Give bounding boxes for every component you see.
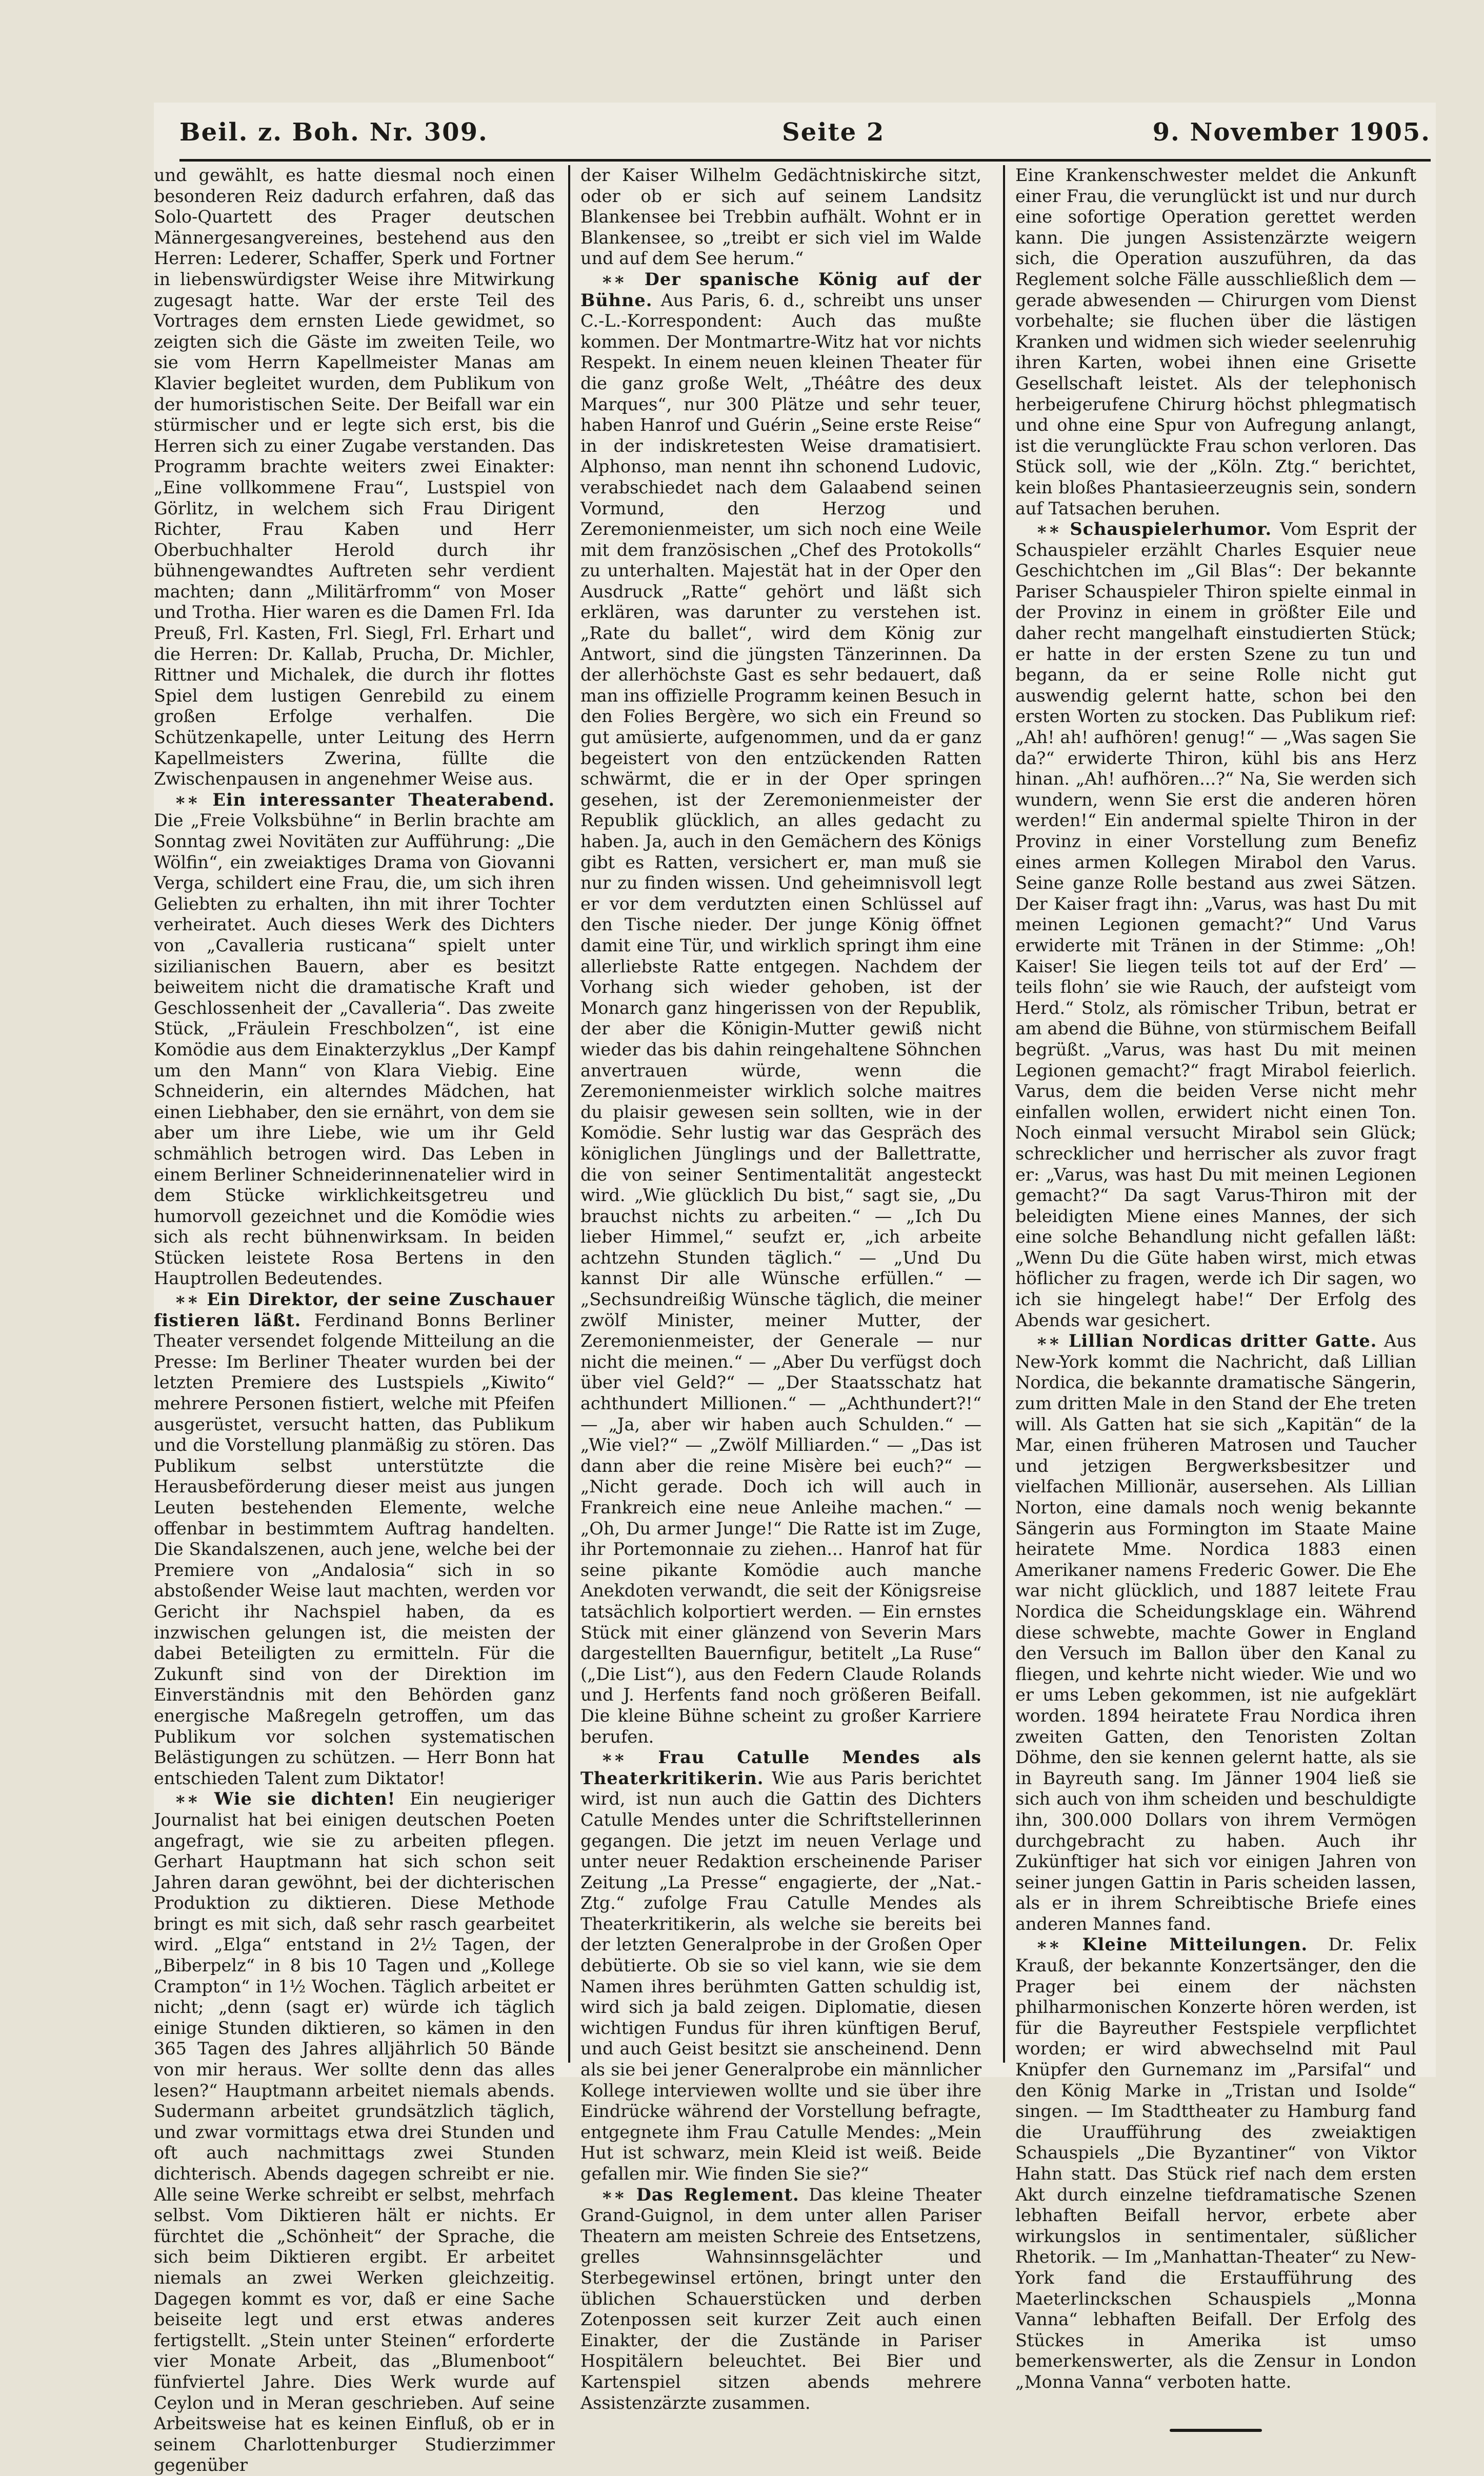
issue-date: 9. November 1905. — [1152, 118, 1431, 147]
supplement-number: Beil. z. Boh. Nr. 309. — [179, 118, 488, 147]
article-text: Aus New-York kommt die Nachricht, daß Lillian Nordica, die bekannte dramatische Sängerin, zum dritten Male in den Stand der Ehe treten will. Als Gatten hat sie sich „Kapitän“ de la Mar, einen früheren Matrosen und Taucher und jetzigen Bergwerksbesitzer und vielfachen Millionär, ausersehen. Als Lillian Norton, eine damals noch wenig bekannte Sängerin aus Formington im Staate Maine heiratete Mme. Nordica 1883 einen Amerikaner namens Frederic Gower. Die Ehe war nicht glücklich, und 1887 leitete Frau Nordica die Scheidungsklage ein. Während diese schwebte, machte Gower in England den Versuch im Ballon über den Kanal zu fliegen, und kehrte nicht wieder. Wie und wo er ums Leben gekommen, ist nie aufgeklärt worden. 1894 heiratete Frau Nordica ihren zweiten Gatten, den Tenoristen Zoltan Döhme, den sie kennen gelernt hatte, als sie in Bayreuth sang. Im Jänner 1904 ließ sie sich auch von ihm scheiden und beschuldigte ihn, 300.000 Dollars von ihrem Vermögen durchgebracht zu haben. Auch ihr Zukünftiger hat sich vor einigen Jahren von seiner jungen Gattin in Paris scheiden lassen, als er in ihrem Schreibtische Briefe eines anderen Mannes fand. — [1015, 1331, 1416, 1934]
article-headline: ∗∗ Ein interessanter Theaterabend. — [174, 789, 555, 810]
article-headline: ∗∗ Kleine Mitteilungen. — [1036, 1934, 1308, 1955]
article-text: Aus Paris, 6. d., schreibt uns unser C.-L.-Korrespondent: Auch das mußte kommen. Der Montmartre-Witz hat vor nichts Respekt. In einem neuen kleinen Theater für die ganz große Welt, „Théâtre des deux Marques“, nur 300 Plätze und sehr teuer, haben Hanrof und Guérin „Seine erste Reise“ in der indiskretesten Weise dramatisiert. Alphonso, man nennt ihn schonend Ludovic, verabschiedet nach dem Galaabend seinen Vormund, den Herzog und Zeremonienmeister, um sich noch eine Weile mit dem französischen „Chef des Protokolls“ zu unterhalten. Majestät hat in der Oper den Ausdruck „Ratte“ gehört und läßt sich erklären, was darunter zu verstehen ist. „Rate du ballet“, wird dem König zur Antwort, sind die jüngsten Tänzerinnen. Da der allerhöchste Gast es sehr bedauert, daß man ins offizielle Programm keinen Besuch in den Folies Bergère, wo sich ein Freund so gut amüsierte, aufgenommen, und da er ganz begeistert von den entzückenden Ratten schwärmt, die er in der Oper springen gesehen, ist der Zeremonienmeister der Republik glücklich, an alles gedacht zu haben. Ja, auch in den Gemächern des Königs gibt es Ratten, versichert er, man muß sie nur zu finden wissen. Und geheimnisvoll legt er vor dem verdutzten einen Schlüssel auf den Tische nieder. Der junge König öffnet damit eine Tür, und wirklich springt ihm eine allerliebste Ratte entgegen. Nachdem der Vorhang sich wieder gehoben, ist der Monarch ganz hingerissen von der Republik, der aber die Königin-Mutter gewiß nicht wieder das bis dahin reingehaltene Söhnchen anvertrauen würde, wenn die Zeremonienmeister wirklich solche maitres du plaisir gewesen sein sollten, wie in der Komödie. Sehr lustig war das Gespräch des königlichen Jünglings und der Ballettratte, die von seiner Sentimentalität angesteckt wird. „Wie glücklich Du bist,“ sagt sie, „Du brauchst nichts zu arbeiten.“ — „Ich Du lieber Himmel,“ seufzt er, „ich arbeite achtzehn Stunden täglich.“ — „Und Du kannst Dir alle Wünsche erfüllen.“ — „Sechsundreißig Wünsche täglich, die meiner zwölf Minister, meiner Mutter, der Zeremonienmeister, der Generale — nur nicht die meinen.“ — „Aber Du verfügst doch über viel Geld?“ — „Der Staatsschatz hat achthundert Millionen.“ — „Achthundert?!“ — „Ja, aber wir haben auch Schulden.“ — „Wie viel?“ — „Zwölf Milliarden.“ — „Das ist dann aber die reine Misère bei euch?“ — „Nicht gerade. Doch ich will auch in Frankreich eine neue Anleihe machen.“ — „Oh, Du armer Junge!“ Die Ratte ist im Zuge, ihr Portemonnaie zu ziehen... Hanrof hat für seine pikante Komödie auch manche Anekdoten verwandt, die seit der Königsreise tatsächlich kolportiert werden. — Ein ernstes Stück mit einer glänzend von Severin Mars dargestellten Bauernfigur, betitelt „La Ruse“ („Die List“), aus den Federn Claude Rolands und J. Herfents fand noch größeren Beifall. Die kleine Bühne scheint zu großer Karriere berufen. — [580, 290, 981, 1747]
article-text: Die „Freie Volksbühne“ in Berlin brachte am Sonntag zwei Novitäten zur Aufführung: „Die Wölfin“, ein zweiaktiges Drama von Giovanni Verga, schildert eine Frau, die, um sich ihren Geliebten zu erhalten, ihn mit ihrer Tochter verheiratet. Auch dieses Werk des Dichters von „Cavalleria rusticana“ spielt unter sizilianischen Bauern, aber es besitzt beiweitem nicht die dramatische Kraft und Geschlossenheit der „Cavalleria“. Das zweite Stück, „Fräulein Freschbolzen“, ist eine Komödie aus dem Einakterzyklus „Der Kampf um den Mann“ von Klara Viebig. Eine Schneiderin, ein alterndes Mädchen, hat einen Liebhaber, den sie ernährt, von dem sie aber um ihre Liebe, wie um ihr Geld schmählich betrogen wird. Das Leben in einem Berliner Schneiderinnenatelier wird in dem Stücke wirklichkeitsgetreu und humorvoll gezeichnet und die Komödie wies sich als recht bühnenwirksam. In beiden Stücken leistete Rosa Bertens in den Hauptrollen Bedeutendes. — [154, 810, 555, 1289]
column-3 — [1015, 165, 1416, 2392]
article-text: und gewählt, es hatte diesmal noch einen besonderen Reiz dadurch erfahren, daß das Solo-Quartett des Prager deutschen Männergesangvereines, bestehend aus den Herren: Lederer, Schaffer, Sperk und Fortner in liebenswürdigster Weise ihre Mitwirkung zugesagt hatte. War der erste Teil des Vortrages dem ernsten Liede gewidmet, so zeigten sich die Gäste im zweiten Teile, wo sie vom Herrn Kapellmeister Manas am Klavier begleitet wurden, dem Publikum von der humoristischen Seite. Der Beifall war ein stürmischer und er legte sich erst, bis die Herren sich zu einer Zugabe verstanden. Das Programm brachte weiters zwei Einakter: „Eine vollkommene Frau“, Lustspiel von Görlitz, in welchem sich Frau Dirigent Richter, Frau Kaben und Herr Oberbuchhalter Herold durch ihr bühnengewandtes Auftreten sehr verdient machten; dann „Militärfromm“ von Moser und Trotha. Hier waren es die Damen Frl. Ida Preuß, Frl. Kasten, Frl. Siegl, Frl. Erhart und die Herren: Dr. Kallab, Prucha, Dr. Michler, Rittner und Michalek, die durch ihr flottes Spiel dem lustigen Genrebild zu einem großen Erfolge verhalfen. Die Schützenkapelle, unter Leitung des Herrn Kapellmeisters Zwerina, füllte die Zwischenpausen in angenehmer Weise aus. — [154, 165, 555, 789]
article-text: Das kleine Theater Grand-Guignol, in dem unter allen Pariser Theatern am meisten Schreie des Entsetzens, grelles Wahnsinnsgelächter und Sterbegewinsel ertönen, bringt unter den üblichen Schauerstücken und derben Zotenpossen seit kurzer Zeit auch einen Einakter, der die Zustände in Pariser Hospitälern beleuchtet. Bei Bier und Kartenspiel sitzen abends mehrere Assistenzärzte zusammen. — [580, 2184, 981, 2413]
article-text: der Kaiser Wilhelm Gedächtniskirche sitzt, oder ob er sich auf seinem Landsitz Blankensee bei Trebbin aufhält. Wohnt er in Blankensee, so „treibt er sich viel im Walde und auf dem See herum.“ — [580, 165, 981, 269]
article-headline: ∗∗ Wie sie dichten! — [174, 1789, 396, 1809]
article-headline: ∗∗ Frau Catulle Mendes als Theaterkritikerin. — [580, 1747, 981, 1788]
article-headline: ∗∗ Das Reglement. — [601, 2184, 799, 2205]
article-headline: ∗∗ Schauspielerhumor. — [1036, 519, 1272, 540]
article-text: Eine Krankenschwester meldet die Ankunft einer Frau, die verunglückt ist und nur durch eine sofortige Operation gerettet werden kann. Die jungen Assistenzärzte weigern sich, die Operation auszuführen, da das Reglement solche Fälle ausschließlich dem — gerade abwesenden — Chirurgen vom Dienst vorbehalte; sie fluchen über die lästigen Kranken und widmen sich wieder seelenruhig ihren Karten, wobei ihnen eine Grisette Gesellschaft leistet. Als der telephonisch herbeigerufene Chirurg höchst phlegmatisch und ohne eine Spur von Aufregung anlangt, ist die verunglückte Frau schon verloren. Das Stück soll, wie der „Köln. Ztg.“ berichtet, kein bloßes Phantasieerzeugnis sein, sondern auf Tatsachen beruhen. — [1015, 165, 1416, 518]
column-divider — [1003, 165, 1005, 2063]
article-continuation — [1015, 165, 1416, 519]
newspaper-page — [154, 103, 1436, 2475]
article-text: Dr. Felix Krauß, der bekannte Konzertsänger, den die Prager bei einem der nächsten philharmonischen Konzerte hören werden, ist für die Bayreuther Festspiele verpflichtet worden; er wird abwechselnd mit Paul Knüpfer den Gurnemanz im „Parsifal“ und den König Marke in „Tristan und Isolde“ singen. — Im Stadttheater zu Hamburg fand die Uraufführung des zweiaktigen Schauspiels „Die Byzantiner“ von Viktor Hahn statt. Das Stück rief nach dem ersten Akt durch einzelne tiefdramatische Szenen lebhaften Beifall hervor, erbete aber wirkungslos in sentimentaler, süßlicher Rhetorik. — Im „Manhattan-Theater“ zu New-York fand die Erstaufführung des Maeterlinckschen Schauspiels „Monna Vanna“ lebhaften Beifall. Der Erfolg des Stückes in Amerika ist umso bemerkenswerter, als die Zensur in London „Monna Vanna“ verboten hatte. — [1015, 1934, 1416, 2392]
article-item — [154, 1789, 555, 2476]
article-item — [580, 2185, 981, 2414]
article-headline: ∗∗ Ein Direktor, der seine Zuschauer fistieren läßt. — [154, 1289, 555, 1330]
article-text: Vom Esprit der Schauspieler erzählt Charles Esquier neue Geschichtchen im „Gil Blas“: Der bekannte Pariser Schauspieler Thiron spielte einmal in der Provinz in einem in größter Eile und daher recht mangelhaft einstudierten Stück; er hatte in der ersten Szene zu tun und begann, da er seine Rolle nicht gut auswendig gelernt hatte, schon bei den ersten Worten zu stocken. Das Publikum rief: „Ah! ah! aufhören! genug!“ — „Was sagen Sie da?“ erwiderte Thiron, kühl bis ans Herz hinan. „Ah! aufhören...?“ Na, Sie werden sich wundern, wenn Sie erst die anderen hören werden!“ Ein andermal spielte Thiron in der Provinz in einer Vorstellung zum Benefiz eines armen Kollegen Mirabol den Varus. Seine ganze Rolle bestand aus zwei Sätzen. Der Kaiser fragt ihn: „Varus, was hast Du mit meinen Legionen gemacht?“ Und Varus erwiderte mit Tränen in der Stimme: „Oh! Kaiser! Sie liegen teils tot auf der Erd’ — teils flohn’ sie wie Rauch, der aufsteigt vom Herd.“ Stolz, als römischer Tribun, betrat er am abend die Bühne, von stürmischem Beifall begrüßt. „Varus, was hast Du mit meinen Legionen gemacht?“ fragt Mirabol feierlich. Varus, dem die beiden Verse nicht mehr einfallen wollen, erwidert nicht einen Ton. Noch einmal versucht Mirabol sein Glück; schrecklicher und herrischer als zuvor fragt er: „Varus, was hast Du mit meinen Legionen gemacht?“ Da sagt Varus-Thiron mit der beleidigten Miene eines Mannes, der sich eine solche Behandlung nicht gefallen läßt: „Wenn Du die Güte haben wirst, mich etwas höflicher zu fragen, werde ich Dir sagen, wo ich sie hingelegt habe!“ Der Erfolg des Abends war gesichert. — [1015, 519, 1416, 1330]
article-item — [1015, 519, 1416, 1331]
article-item — [1015, 1331, 1416, 1934]
column-2 — [580, 165, 981, 2413]
column-1 — [154, 165, 555, 2475]
article-headline: ∗∗ Lillian Nordicas dritter Gatte. — [1036, 1331, 1377, 1351]
article-text: Ferdinand Bonns Berliner Theater versendet folgende Mitteilung an die Presse: Im Berliner Theater wurden bei der letzten Premiere des Lustspiels „Kiwito“ mehrere Personen fistiert, welche mit Pfeifen ausgerüstet, versucht hatten, das Publikum und die Vorstellung planmäßig zu stören. Das Publikum selbst unterstützte die Herausbeförderung dieser meist aus jungen Leuten bestehenden Elemente, welche offenbar in bestimmtem Auftrag handelten. Die Skandalszenen, auch jene, welche bei der Premiere von „Andalosia“ sich in so abstoßender Weise laut machten, werden vor Gericht ihr Nachspiel haben, da es inzwischen gelungen ist, die meisten der dabei Beteiligten zu ermitteln. Für die Zukunft sind von der Direktion im Einverständnis mit den Behörden ganz energische Maßregeln getroffen, um das Publikum vor solchen systematischen Belästigungen zu schützen. — Herr Bonn hat entschieden Talent zum Diktator! — [154, 1310, 555, 1788]
article-item — [1015, 1934, 1416, 2392]
article-continuation — [154, 165, 555, 790]
article-item — [154, 790, 555, 1289]
article-continuation — [580, 165, 981, 269]
article-text: Ein neugieriger Journalist hat bei einigen deutschen Poeten angefragt, wie sie zu arbeiten pflegen. Gerhart Hauptmann hat sich schon seit Jahren daran gewöhnt, bei der dichterischen Produktion zu diktieren. Diese Methode bringt es mit sich, daß sehr rasch gearbeitet wird. „Elga“ entstand in 2½ Tagen, der „Biberpelz“ in 8 bis 10 Tagen und „Kollege Crampton“ in 1½ Wochen. Täglich arbeitet er nicht; „denn (sagt er) würde ich täglich einige Stunden diktieren, so kämen in den 365 Tagen des Jahres alljährlich 50 Bände von mir heraus. Wer sollte denn das alles lesen?“ Hauptmann arbeitet niemals abends. Sudermann arbeitet grundsätzlich täglich, und zwar vormittags etwa drei Stunden und oft auch nachmittags zwei Stunden dichterisch. Abends dagegen schreibt er nie. Alle seine Werke schreibt er selbst, mehrfach selbst. Vom Diktieren hält er nichts. Er fürchtet die „Schönheit“ der Sprache, die sich beim Diktieren ergibt. Er arbeitet niemals an zwei Werken gleichzeitig. Dagegen kommt es vor, daß er eine Sache beiseite legt und erst etwas anderes fertigstellt. „Stein unter Steinen“ erforderte vier Monate Arbeit, das „Blumenboot“ fünfviertel Jahre. Dies Werk wurde auf Ceylon und in Meran geschrieben. Auf seine Arbeitsweise hat es keinen Einfluß, ob er in seinem Charlottenburger Studierzimmer gegenüber — [154, 1789, 555, 2475]
article-item — [580, 1747, 981, 2184]
article-item — [154, 1289, 555, 1789]
page-header — [179, 113, 1431, 162]
article-item — [580, 269, 981, 1747]
page-number: Seite 2 — [782, 118, 885, 147]
column-divider — [568, 165, 570, 2063]
end-rule — [1170, 2429, 1262, 2432]
article-headline: ∗∗ Der spanische König auf der Bühne. — [580, 269, 981, 310]
article-text: Wie aus Paris berichtet wird, ist nun auch die Gattin des Dichters Catulle Mendes unter die Schriftstellerinnen gegangen. Die jetzt im neuen Verlage und unter neuer Redaktion erscheinende Pariser Zeitung „La Presse“ engagierte, der „Nat.-Ztg.“ zufolge Frau Catulle Mendes als Theaterkritikerin, als welche sie bereits bei der letzten Generalprobe in der Großen Oper debütierte. Ob sie so viel kann, wie sie dem Namen ihres berühmten Gatten schuldig ist, wird sich ja bald zeigen. Diplomatie, diesen wichtigen Fundus für ihren künftigen Beruf, und auch Geist besitzt sie anscheinend. Denn als sie bei jener Generalprobe ein männlicher Kollege interviewen wollte und sie über ihre Eindrücke während der Vorstellung befragte, entgegnete ihm Frau Catulle Mendes: „Mein Hut ist schwarz, mein Kleid ist weiß. Beide gefallen mir. Wie finden Sie sie?“ — [580, 1768, 981, 2184]
